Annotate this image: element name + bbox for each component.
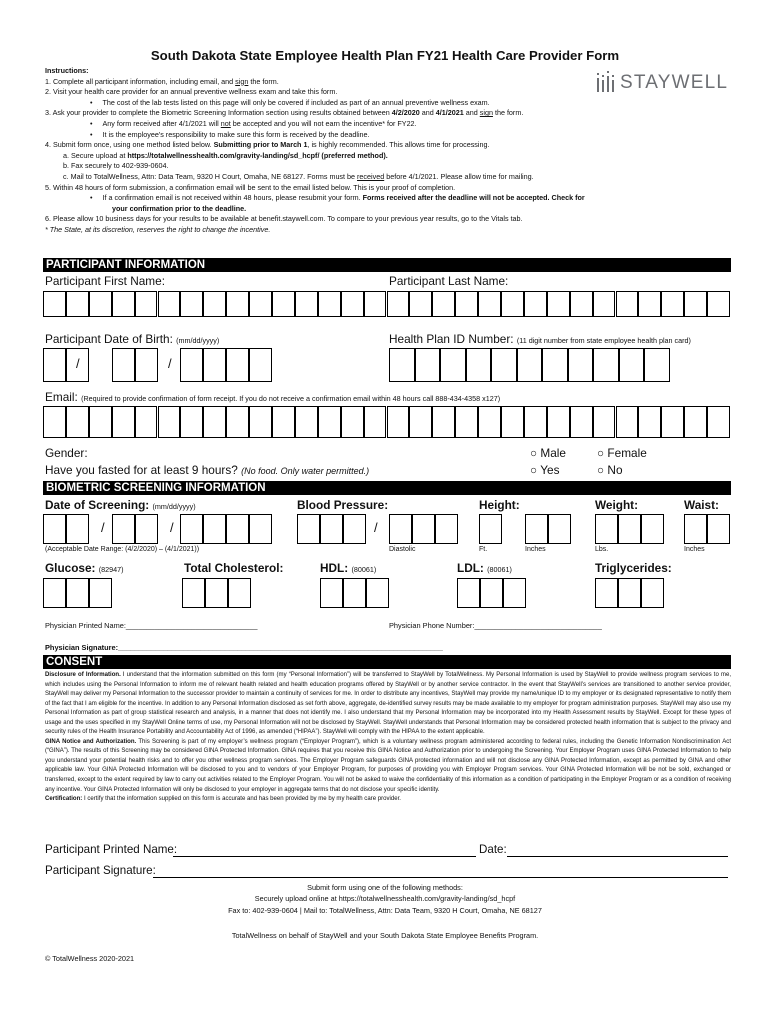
cholesterol-box[interactable] (228, 578, 251, 608)
dob-year-box[interactable] (203, 348, 226, 382)
date-range-note: (Acceptable Date Range: (4/2/2020) – (4/1/2021)) (45, 546, 200, 553)
health-id-char-box[interactable] (466, 348, 492, 382)
first-name-char-box[interactable] (158, 291, 181, 317)
email-char-box[interactable] (112, 406, 135, 438)
hdl-box[interactable] (320, 578, 343, 608)
weight-box[interactable] (618, 514, 641, 544)
height-label: Height: (479, 498, 520, 512)
dob-month-box[interactable] (43, 348, 66, 382)
radio-icon: ○ (530, 463, 538, 477)
glucose-label: Glucose: (82947) (45, 561, 124, 575)
cholesterol-box[interactable] (182, 578, 205, 608)
instruction-3: 3. Ask your provider to complete the Biometric Screening Information section using results obtained between 4/2/2020 and 4/1/2021 and sign the form. (45, 108, 524, 118)
radio-icon: ○ (597, 446, 605, 460)
email-char-box[interactable] (478, 406, 501, 438)
instruction-1: 1. Complete all participant information, including email, and sign the form. (45, 76, 279, 86)
submit-fax-mail: Fax to: 402-939-0604 | Mail to: TotalWellness, Attn: Data Team, 9320 H Court, Omaha, NE 68127 (228, 906, 542, 915)
email-char-box[interactable] (249, 406, 272, 438)
fasted-yes-option[interactable]: ○ Yes (530, 463, 560, 477)
ldl-box[interactable] (457, 578, 480, 608)
email-char-box[interactable] (341, 406, 364, 438)
glucose-box[interactable] (66, 578, 89, 608)
radio-icon: ○ (530, 446, 538, 460)
screening-day-box[interactable] (135, 514, 158, 544)
dob-slash-2: / (168, 356, 172, 371)
first-name-char-box[interactable] (593, 291, 616, 317)
waist-inches-unit: Inches (684, 546, 705, 553)
page-title: South Dakota State Employee Health Plan FY21 Health Care Provider Form (150, 48, 620, 63)
first-name-label: Participant First Name: (45, 274, 165, 288)
cholesterol-box[interactable] (205, 578, 228, 608)
email-char-box[interactable] (707, 406, 730, 438)
email-char-box[interactable] (524, 406, 547, 438)
email-char-box[interactable] (455, 406, 478, 438)
email-char-box[interactable] (226, 406, 249, 438)
inches-unit: Inches (525, 546, 546, 553)
first-name-char-box[interactable] (409, 291, 432, 317)
waist-box[interactable] (684, 514, 707, 544)
health-id-char-box[interactable] (542, 348, 568, 382)
email-char-box[interactable] (409, 406, 432, 438)
first-name-char-box[interactable] (89, 291, 112, 317)
lbs-unit: Lbs. (595, 546, 609, 553)
gender-female-option[interactable]: ○ Female (597, 446, 647, 460)
logo-text: STAYWELL (620, 72, 729, 93)
dob-year-box[interactable] (180, 348, 203, 382)
first-name-char-box[interactable] (387, 291, 410, 317)
consent-section-header: CONSENT (43, 655, 731, 669)
gender-label: Gender: (45, 446, 88, 460)
email-char-box[interactable] (364, 406, 387, 438)
weight-label: Weight: (595, 498, 639, 512)
blood-pressure-label: Blood Pressure: (297, 498, 389, 512)
email-char-box[interactable] (318, 406, 341, 438)
email-label: Email: (Required to provide confirmation of form receipt. If you do not receive a confirmation email within 48 hours call 888-434-4358 x127) (45, 390, 501, 404)
instruction-4b: b. Fax securely to 402-939-0604. (63, 161, 169, 171)
screening-year-box[interactable] (203, 514, 226, 544)
incentive-note: * The State, at its discretion, reserves the right to change the incentive. (45, 224, 271, 234)
instruction-5: 5. Within 48 hours of form submission, a confirmation email will be sent to the email listed below. This is your proof of completion. (45, 182, 456, 192)
health-id-char-box[interactable] (440, 348, 466, 382)
physician-phone[interactable]: Physician Phone Number:_______________________________ (389, 621, 602, 630)
gender-male-option[interactable]: ○ Male (530, 446, 566, 460)
instruction-2-bullet: • The cost of the lab tests listed on this page will only be covered if included as part of an annual preventive wellness exam. (90, 97, 490, 107)
first-name-char-box[interactable] (684, 291, 707, 317)
first-name-char-box[interactable] (203, 291, 226, 317)
glucose-box[interactable] (89, 578, 112, 608)
screening-date-label: Date of Screening: (mm/dd/yyyy) (45, 498, 196, 512)
instruction-2: 2. Visit your health care provider for an annual preventive wellness exam and take this form. (45, 87, 338, 97)
first-name-char-box[interactable] (341, 291, 364, 317)
hdl-box[interactable] (343, 578, 366, 608)
diastolic-box[interactable] (435, 514, 458, 544)
radio-icon: ○ (597, 463, 605, 477)
participant-date-field[interactable] (507, 856, 728, 857)
bp-slash: / (374, 520, 378, 535)
email-char-box[interactable] (89, 406, 112, 438)
physician-signature[interactable]: Physician Signature:_______________________________________________________________________________ (45, 643, 443, 652)
instructions (45, 66, 680, 236)
diastolic-box[interactable] (412, 514, 435, 544)
email-char-box[interactable] (547, 406, 570, 438)
first-name-char-box[interactable] (638, 291, 661, 317)
instruction-6: 6. Please allow 10 business days for your results to be available at benefit.staywell.com. To compare to your previous year results, go to the Vitals tab. (45, 214, 523, 224)
first-name-char-box[interactable] (226, 291, 249, 317)
participant-signature-field[interactable] (153, 877, 728, 878)
health-id-char-box[interactable] (491, 348, 517, 382)
triglycerides-label: Triglycerides: (595, 561, 672, 575)
first-name-char-box[interactable] (180, 291, 203, 317)
first-name-char-box[interactable] (135, 291, 158, 317)
health-id-char-box[interactable] (619, 348, 645, 382)
screening-slash-1: / (101, 520, 105, 535)
email-char-box[interactable] (616, 406, 639, 438)
screening-month-box[interactable] (66, 514, 89, 544)
first-name-char-box[interactable] (295, 291, 318, 317)
dob-slash-1: / (76, 356, 80, 371)
biometric-section-header: BIOMETRIC SCREENING INFORMATION (43, 481, 731, 495)
first-name-char-box[interactable] (547, 291, 570, 317)
instruction-5-bullet-cont: your confirmation prior to the deadline. (112, 203, 247, 213)
ldl-box[interactable] (480, 578, 503, 608)
physician-printed-name[interactable]: Physician Printed Name:________________________________ (45, 621, 258, 630)
ldl-label: LDL: (80061) (457, 561, 512, 575)
first-name-char-box[interactable] (616, 291, 639, 317)
dob-day-box[interactable] (135, 348, 158, 382)
hdl-label: HDL: (80061) (320, 561, 377, 575)
first-name-char-box[interactable] (66, 291, 89, 317)
first-name-char-box[interactable] (112, 291, 135, 317)
hdl-box[interactable] (366, 578, 389, 608)
height-in-box[interactable] (525, 514, 548, 544)
participant-signature-label: Participant Signature: (45, 864, 156, 877)
email-char-box[interactable] (638, 406, 661, 438)
participant-printed-name-field[interactable] (173, 856, 476, 857)
first-name-char-box[interactable] (524, 291, 547, 317)
submit-upload-link[interactable]: Securely upload online at https://totalwellnesshealth.com/gravity-landing/sd_hcpf (254, 894, 516, 903)
ldl-box[interactable] (503, 578, 526, 608)
instruction-5-bullet: • If a confirmation email is not received within 48 hours, please resubmit your form. Forms received after the deadline will not be accepted. Check for (90, 193, 585, 203)
email-char-box[interactable] (387, 406, 410, 438)
health-id-char-box[interactable] (568, 348, 594, 382)
program-note: TotalWellness on behalf of StayWell and your South Dakota State Employee Benefits Program. (231, 931, 539, 940)
weight-box[interactable] (595, 514, 618, 544)
health-id-label: Health Plan ID Number: (11 digit number from state employee health plan card) (389, 332, 691, 346)
first-name-char-box[interactable] (501, 291, 524, 317)
first-name-char-box[interactable] (364, 291, 387, 317)
email-char-box[interactable] (158, 406, 181, 438)
health-id-char-box[interactable] (517, 348, 543, 382)
email-char-box[interactable] (272, 406, 295, 438)
instruction-3-bullet-2: • It is the employee's responsibility to make sure this form is received by the deadline. (90, 129, 370, 139)
email-char-box[interactable] (570, 406, 593, 438)
systolic-box[interactable] (320, 514, 343, 544)
screening-day-box[interactable] (112, 514, 135, 544)
email-char-box[interactable] (593, 406, 616, 438)
triglycerides-box[interactable] (595, 578, 618, 608)
email-char-box[interactable] (432, 406, 455, 438)
first-name-char-box[interactable] (478, 291, 501, 317)
email-char-box[interactable] (661, 406, 684, 438)
screening-slash-2: / (170, 520, 174, 535)
email-char-box[interactable] (684, 406, 707, 438)
screening-year-box[interactable] (180, 514, 203, 544)
screening-year-box[interactable] (249, 514, 272, 544)
dob-day-box[interactable] (112, 348, 135, 382)
height-ft-box[interactable] (479, 514, 502, 544)
height-in-box[interactable] (548, 514, 571, 544)
dob-year-box[interactable] (249, 348, 272, 382)
diastolic-box[interactable] (389, 514, 412, 544)
instruction-4a: a. Secure upload at https://totalwellnesshealth.com/gravity-landing/sd_hcpf/ (preferred method). (63, 150, 388, 160)
email-char-box[interactable] (501, 406, 524, 438)
systolic-box[interactable] (297, 514, 320, 544)
consent-text: Disclosure of Information. I understand that the information submitted on this form (my “Personal Information”) will be transferred to StayWell by TotalWellness. My Personal Information is used by StayWell to provide wellness program services to me, which includes using the Personal Information to inform me of relevant health related and health education programs offered by StayWell or by another service contractor. In the event that StayWell’s services are transitioned to another service provider, StayWell may deliver my Personal Information to the successor provider to maintain a continuity of services for me. In order to distribute any incentives, StayWell may provide my name/unique ID to my employer or its designated representative to notify them of the fact that I am eligible for the incentive. In addition to any Personal Information disclosed as set forth above, aggregate, de-identified survey results may be made available to my employer for program administration purposes. StayWell may also use my Personal Information as part of group statistical research and analysis, in a manner that does not identify me. I also understand that my Personal Information may be incorporated into my Health Assessment results by StayWell. Except for these types of usage and the uses specified in my StayWell Online terms of use, my Personal Information will not be disclosed by StayWell. StayWell understands that Personal Information may be considered protected health information that is subject to the privacy and security rules of the Health Insurance Portability and Accountability Act of 1996, as amended (“HIPAA”). StayWell will comply with the HIPAA to the extent applicable. GINA Notice and Authorization. This Screening is part of my employer’s wellness program (“Employer Program”), which is a voluntary wellness program administered according to federal rules, including the Genetic Information Nondiscrimination Act (“GINA”). The results of this Screening may be considered GINA Protected Information. GINA requires that you receive this GINA Notice and Authorization prior to undergoing the Screening. Your Employer Program uses GINA Protected Information to help you understand your potential health risks and to offer you other wellness program services. The Employer Program safeguards GINA protected information and will not disclose any GINA Protected Information, except as permitted by GINA and other applicable law. Your GINA Protected Information will be disclosed to you and to vendors of your Employer Program, for purposes of providing you with Employer Program services. Your GINA Protected Information will be not be sold, exchanged or transferred, except to the extent required by law to carry out activities related to the Employer Program. You will not be asked to waive the confidentiality of this information as a condition of participating in the Employer Program or as a condition of receiving any incentive. Your GINA Protected Information will only be disclosed to your employer in aggregate terms that do not disclose your specific identity. Certification: I certify that the information supplied on this form is accurate and has been provided by me by my health care provider. (45, 672, 732, 803)
submit-methods-heading: Submit form using one of the following methods: (307, 883, 463, 892)
participant-section-header: PARTICIPANT INFORMATION (43, 258, 731, 272)
health-id-char-box[interactable] (389, 348, 415, 382)
triglycerides-box[interactable] (641, 578, 664, 608)
first-name-char-box[interactable] (661, 291, 684, 317)
first-name-char-box[interactable] (272, 291, 295, 317)
diastolic-label: Diastolic (389, 546, 416, 553)
first-name-char-box[interactable] (249, 291, 272, 317)
date-label: Date: (479, 843, 507, 856)
screening-month-box[interactable] (43, 514, 66, 544)
health-id-char-box[interactable] (644, 348, 670, 382)
email-char-box[interactable] (135, 406, 158, 438)
participant-printed-name-label: Participant Printed Name: (45, 843, 178, 856)
email-char-box[interactable] (180, 406, 203, 438)
instruction-3-bullet-1: • Any form received after 4/1/2021 will not be accepted and you will not earn the incentive* for FY22. (90, 118, 417, 128)
first-name-char-box[interactable] (43, 291, 66, 317)
last-name-label: Participant Last Name: (389, 274, 509, 288)
instruction-4: 4. Submit form once, using one method listed below. Submitting prior to March 1, is highly recommended. This allows time for processing. (45, 140, 490, 150)
waist-label: Waist: (684, 498, 719, 512)
screening-year-box[interactable] (226, 514, 249, 544)
instructions-heading: Instructions: (45, 66, 89, 75)
cholesterol-label: Total Cholesterol: (184, 561, 284, 575)
email-char-box[interactable] (43, 406, 66, 438)
copyright: © TotalWellness 2020-2021 (45, 954, 135, 963)
email-char-box[interactable] (203, 406, 226, 438)
weight-box[interactable] (641, 514, 664, 544)
dob-label: Participant Date of Birth: (mm/dd/yyyy) (45, 332, 220, 346)
email-char-box[interactable] (66, 406, 89, 438)
triglycerides-box[interactable] (618, 578, 641, 608)
health-id-char-box[interactable] (415, 348, 441, 382)
fasted-no-option[interactable]: ○ No (597, 463, 623, 477)
first-name-char-box[interactable] (432, 291, 455, 317)
first-name-char-box[interactable] (318, 291, 341, 317)
health-id-char-box[interactable] (593, 348, 619, 382)
first-name-char-box[interactable] (707, 291, 730, 317)
waist-box[interactable] (707, 514, 730, 544)
first-name-char-box[interactable] (455, 291, 478, 317)
systolic-box[interactable] (343, 514, 366, 544)
feet-unit: Ft. (479, 546, 488, 553)
fasted-label: Have you fasted for at least 9 hours? (No food. Only water permitted.) (45, 463, 370, 477)
first-name-char-box[interactable] (570, 291, 593, 317)
glucose-box[interactable] (43, 578, 66, 608)
dob-year-box[interactable] (226, 348, 249, 382)
email-char-box[interactable] (295, 406, 318, 438)
instruction-4c: c. Mail to TotalWellness, Attn: Data Team, 9320 H Court, Omaha, NE 68127. Forms must be received before 4/1/2021. Please allow time for mailing. (63, 171, 534, 181)
